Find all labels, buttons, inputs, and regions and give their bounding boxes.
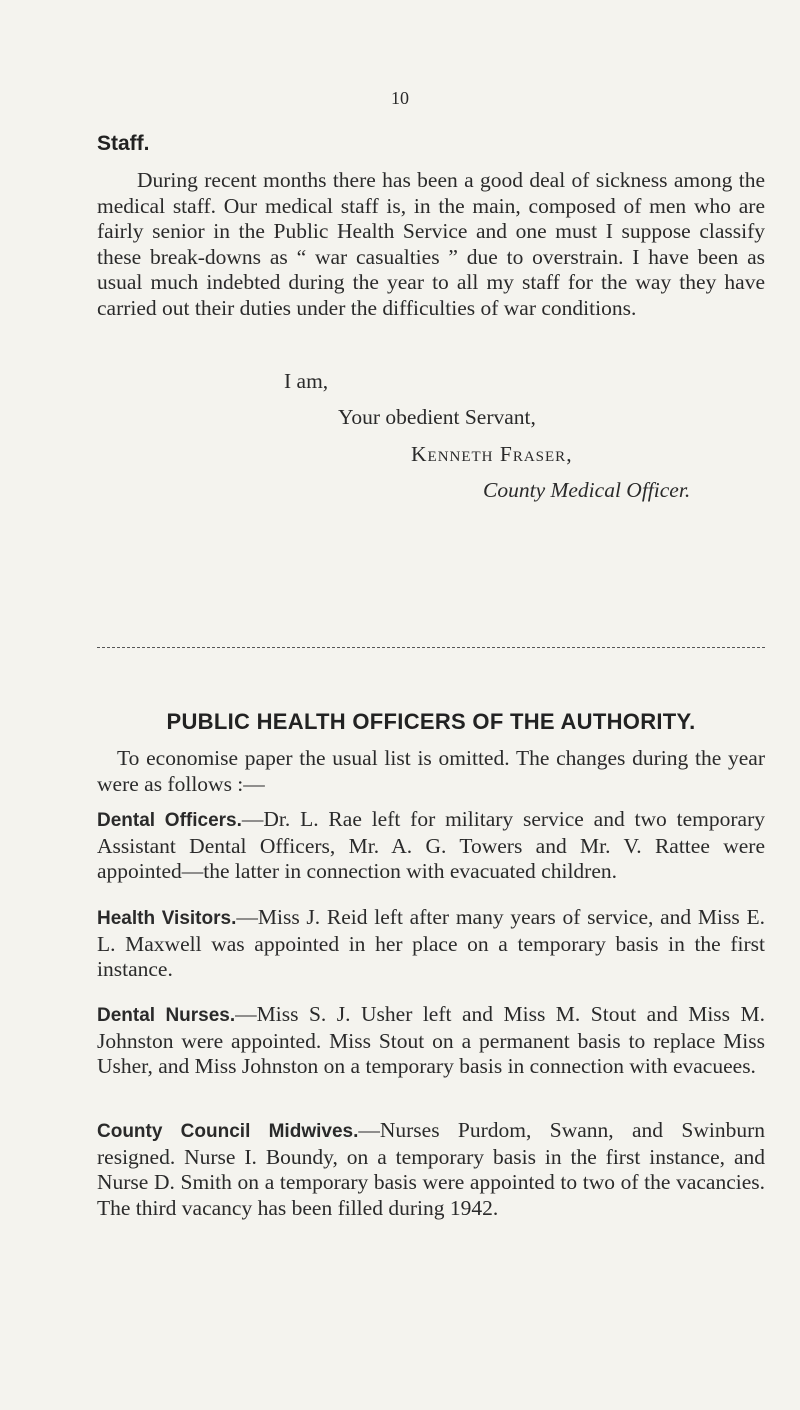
dental-nurses-text: —Miss S. J. Usher left and Miss M. Stout and Miss M. Johnston were appointed. Miss Stout on a permanent basis to replace Miss Usher, and Miss Johnston on a temporary basis in connection with evacuees. bbox=[97, 1002, 765, 1078]
midwives-heading: County Council Midwives. bbox=[97, 1121, 359, 1142]
dental-nurses-paragraph bbox=[97, 1002, 765, 1080]
section-divider bbox=[97, 647, 765, 648]
closing-line-2: Your obedient Servant, bbox=[338, 405, 536, 429]
dental-nurses-heading: Dental Nurses. bbox=[97, 1005, 236, 1026]
section-title: PUBLIC HEALTH OFFICERS OF THE AUTHORITY. bbox=[166, 709, 696, 734]
dental-officers-text: —Dr. L. Rae left for military service and two temporary Assistant Dental Officers, Mr. A. G. Towers and Mr. V. Rattee were appointed—the latter in connection with evacuated children. bbox=[97, 807, 765, 883]
closing-line-1: I am, bbox=[284, 369, 329, 393]
intro-paragraph: To economise paper the usual list is omitted. The changes during the year were as follows :— bbox=[97, 746, 765, 796]
signatory-title: County Medical Officer. bbox=[483, 478, 691, 502]
dental-officers-paragraph bbox=[97, 807, 765, 885]
midwives-paragraph bbox=[97, 1118, 765, 1221]
staff-paragraph: During recent months there has been a good deal of sickness among the medical staff. Our medical staff is, in the main, composed of men who are fairly senior in the Public Health Service and one must I suppose classify these break-downs as “ war casualties ” due to overstrain. I have been as usual much indebted during the year to all my staff for the way they have carried out their duties under the difficulties of war conditions. bbox=[97, 168, 765, 320]
health-visitors-text: —Miss J. Reid left after many years of service, and Miss E. L. Maxwell was appointed in her place on a temporary basis in the first instance. bbox=[97, 905, 765, 981]
dental-officers-heading: Dental Officers. bbox=[97, 810, 242, 831]
midwives-text: —Nurses Purdom, Swann, and Swinburn resigned. Nurse I. Boundy, on a temporary basis in the first instance, and Nurse D. Smith on a temporary basis were appointed to two of the vacancies. The third vacancy has been filled during 1942. bbox=[97, 1118, 765, 1220]
health-visitors-paragraph bbox=[97, 905, 765, 983]
staff-heading: Staff. bbox=[97, 132, 150, 155]
health-visitors-heading: Health Visitors. bbox=[97, 908, 237, 929]
page-number: 10 bbox=[391, 88, 409, 108]
signatory-name: Kenneth Fraser, bbox=[411, 442, 573, 466]
